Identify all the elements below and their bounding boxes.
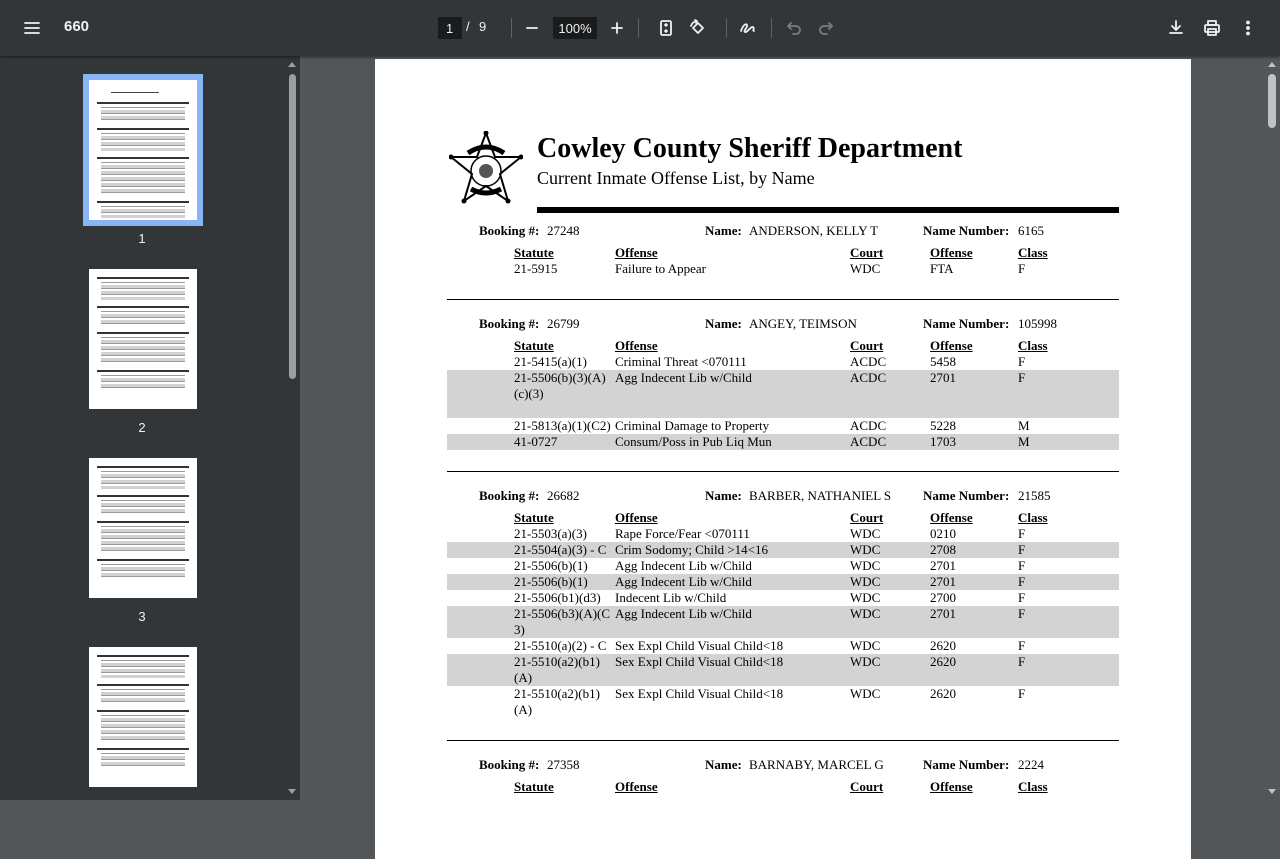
sidebar-scroll-down-icon[interactable] bbox=[288, 789, 296, 794]
thumb-text-line bbox=[101, 538, 185, 539]
class-cell: F bbox=[1018, 590, 1026, 605]
offense-row bbox=[447, 370, 1119, 418]
thumb-text-line bbox=[101, 206, 185, 207]
thumb-text-line bbox=[101, 113, 185, 114]
thumb-text-line bbox=[101, 721, 185, 722]
offense-cell: Failure to Appear bbox=[615, 261, 706, 276]
class-cell: F bbox=[1018, 558, 1026, 573]
court-cell: ACDC bbox=[850, 370, 887, 385]
statute-cell: 21-5506(b)(1) bbox=[514, 558, 588, 573]
thumb-text-line bbox=[101, 672, 185, 673]
thumb-text-line bbox=[101, 576, 185, 577]
thumb-text-line bbox=[101, 133, 185, 134]
thumb-text-line bbox=[101, 733, 185, 734]
offense-row bbox=[447, 418, 1119, 434]
thumb-header-line bbox=[111, 92, 159, 93]
col-header-statute: Statute bbox=[514, 779, 554, 794]
col-header-statute: Statute bbox=[514, 338, 554, 353]
booking-number: 26799 bbox=[547, 316, 580, 331]
court-cell: WDC bbox=[850, 606, 881, 621]
print-icon[interactable] bbox=[1196, 12, 1228, 44]
thumb-text-line bbox=[101, 506, 185, 507]
thumb-text-line bbox=[101, 361, 185, 362]
statute-cell: 21-5506(b3)(A)(C3) bbox=[514, 606, 611, 637]
class-cell: F bbox=[1018, 574, 1026, 589]
thumb-text-line bbox=[101, 180, 185, 181]
col-header-class: Class bbox=[1018, 779, 1048, 794]
inmate-name: ANDERSON, KELLY T bbox=[749, 223, 879, 238]
court-cell: WDC bbox=[850, 526, 881, 541]
col-header-statute: Statute bbox=[514, 510, 554, 525]
name-number-label: Name Number: bbox=[923, 757, 1010, 772]
statute-cell: 21-5503(a)(3) bbox=[514, 526, 587, 541]
offense-row bbox=[447, 542, 1119, 558]
thumbnail-label: 1 bbox=[138, 231, 146, 246]
thumb-text-line bbox=[101, 119, 185, 120]
court-cell: ACDC bbox=[850, 354, 887, 369]
annotate-icon[interactable] bbox=[732, 12, 764, 44]
record-separator bbox=[447, 471, 1119, 472]
offense-code-cell: 2620 bbox=[930, 686, 956, 701]
thumb-text-line bbox=[101, 701, 185, 702]
page-thumbnail-4[interactable] bbox=[89, 647, 197, 787]
col-header-offense: Offense bbox=[615, 510, 658, 525]
thumb-rule bbox=[97, 306, 189, 308]
court-cell: WDC bbox=[850, 686, 881, 701]
col-header-offense-code: Offense bbox=[930, 779, 973, 794]
thumb-text-line bbox=[101, 727, 185, 728]
offense-cell: Sex Expl Child Visual Child<18 bbox=[615, 654, 784, 669]
download-icon[interactable] bbox=[1160, 12, 1192, 44]
col-header-offense-code: Offense bbox=[930, 510, 973, 525]
more-icon[interactable] bbox=[1232, 12, 1264, 44]
thumb-rule bbox=[97, 559, 189, 561]
report-title: Cowley County Sheriff Department bbox=[537, 133, 963, 164]
statute-cell: 21-5915 bbox=[514, 261, 558, 276]
class-cell: F bbox=[1018, 686, 1026, 701]
name-number: 2224 bbox=[1018, 757, 1044, 772]
col-header-class: Class bbox=[1018, 245, 1048, 260]
court-cell: ACDC bbox=[850, 418, 887, 433]
col-header-offense-code: Offense bbox=[930, 245, 973, 260]
menu-icon[interactable] bbox=[16, 12, 48, 44]
thumb-rule bbox=[97, 157, 189, 159]
thumb-text-line bbox=[101, 192, 185, 193]
offense-cell: Indecent Lib w/Child bbox=[615, 590, 727, 605]
court-cell: WDC bbox=[850, 542, 881, 557]
statute-cell: 21-5504(a)(3) - C bbox=[514, 542, 607, 557]
name-number: 21585 bbox=[1018, 488, 1051, 503]
offense-row bbox=[447, 574, 1119, 590]
booking-label: Booking #: bbox=[479, 757, 540, 772]
thumb-text-line bbox=[101, 544, 185, 545]
court-cell: WDC bbox=[850, 574, 881, 589]
statute-cell: 21-5506(b)(1) bbox=[514, 574, 588, 589]
offense-row bbox=[447, 638, 1119, 654]
offense-row bbox=[447, 686, 1119, 718]
thumb-rule bbox=[97, 748, 189, 750]
page-total: 9 bbox=[479, 19, 487, 34]
offense-row bbox=[447, 261, 1119, 277]
statute-cell: 21-5510(a2)(b1)(A) bbox=[514, 654, 600, 685]
report-subtitle: Current Inmate Offense List, by Name bbox=[537, 168, 815, 188]
thumb-text-line bbox=[101, 148, 185, 151]
thumb-text-line bbox=[101, 381, 185, 382]
thumb-text-line bbox=[101, 526, 185, 527]
thumb-text-line bbox=[101, 512, 185, 513]
main-scrollbar-thumb[interactable] bbox=[1268, 74, 1276, 128]
thumb-text-line bbox=[101, 168, 185, 169]
name-label: Name: bbox=[705, 223, 742, 238]
offense-code-cell: 2701 bbox=[930, 558, 956, 573]
thumb-text-line bbox=[101, 212, 185, 213]
statute-cell: 41-0727 bbox=[514, 434, 558, 449]
thumb-text-line bbox=[101, 349, 185, 350]
toolbar-divider bbox=[511, 18, 512, 38]
thumb-text-line bbox=[101, 471, 185, 472]
offense-code-cell: 2701 bbox=[930, 370, 956, 385]
col-header-court: Court bbox=[850, 510, 884, 525]
rotate-icon[interactable] bbox=[682, 12, 714, 44]
header-rule bbox=[537, 207, 1119, 213]
thumb-text-line bbox=[101, 689, 185, 690]
class-cell: M bbox=[1018, 418, 1030, 433]
offense-row bbox=[447, 526, 1119, 542]
fit-page-icon[interactable] bbox=[650, 12, 682, 44]
thumb-text-line bbox=[101, 215, 185, 218]
offense-cell: Sex Expl Child Visual Child<18 bbox=[615, 638, 784, 653]
main-scroll-down-icon[interactable] bbox=[1268, 789, 1276, 794]
thumb-text-line bbox=[101, 343, 185, 344]
court-cell: WDC bbox=[850, 261, 881, 276]
booking-number: 26682 bbox=[547, 488, 580, 503]
thumb-rule bbox=[97, 102, 189, 104]
thumb-rule bbox=[97, 521, 189, 523]
inmate-record bbox=[447, 488, 1119, 717]
col-header-court: Court bbox=[850, 245, 884, 260]
thumb-text-line bbox=[101, 715, 185, 716]
toolbar-divider bbox=[726, 18, 727, 38]
class-cell: F bbox=[1018, 542, 1026, 557]
offense-cell: Crim Sodomy; Child >14<16 bbox=[615, 542, 768, 557]
offense-code-cell: 2620 bbox=[930, 638, 956, 653]
thumb-text-line bbox=[101, 759, 185, 760]
redo-icon[interactable] bbox=[810, 12, 842, 44]
thumb-text-line bbox=[101, 282, 185, 283]
thumb-rule bbox=[97, 128, 189, 130]
name-number-label: Name Number: bbox=[923, 223, 1010, 238]
class-cell: F bbox=[1018, 354, 1026, 369]
statute-cell: 21-5510(a2)(b1)(A) bbox=[514, 686, 600, 717]
thumb-text-line bbox=[101, 477, 185, 478]
offense-cell: Criminal Threat <070111 bbox=[615, 354, 747, 369]
thumb-text-line bbox=[101, 375, 185, 376]
sidebar-scrollbar-thumb[interactable] bbox=[289, 74, 296, 379]
court-cell: WDC bbox=[850, 590, 881, 605]
offense-code-cell: 0210 bbox=[930, 526, 956, 541]
inmate-name: BARNABY, MARCEL G bbox=[749, 757, 884, 772]
thumb-text-line bbox=[101, 387, 185, 388]
offense-cell: Agg Indecent Lib w/Child bbox=[615, 574, 752, 589]
offense-code-cell: 2700 bbox=[930, 590, 956, 605]
undo-icon[interactable] bbox=[778, 12, 810, 44]
statute-cell: 21-5415(a)(1) bbox=[514, 354, 587, 369]
thumb-text-line bbox=[101, 323, 185, 324]
name-label: Name: bbox=[705, 488, 742, 503]
thumb-text-line bbox=[101, 739, 185, 740]
thumb-rule bbox=[97, 684, 189, 686]
col-header-class: Class bbox=[1018, 510, 1048, 525]
thumbnail-label: 3 bbox=[138, 609, 146, 624]
pdf-toolbar bbox=[0, 0, 1280, 56]
zoom-in-icon[interactable] bbox=[601, 12, 633, 44]
thumb-text-line bbox=[101, 486, 185, 489]
thumb-text-line bbox=[101, 483, 185, 484]
inmate-name: BARBER, NATHANIEL S bbox=[749, 488, 892, 503]
main-scroll-up-icon[interactable] bbox=[1268, 62, 1276, 67]
page-thumbnail-3[interactable] bbox=[89, 458, 197, 598]
thumb-text-line bbox=[101, 337, 185, 338]
booking-label: Booking #: bbox=[479, 223, 540, 238]
offense-cell: Agg Indecent Lib w/Child bbox=[615, 370, 752, 385]
thumbnail-label: 2 bbox=[138, 420, 146, 435]
booking-number: 27248 bbox=[547, 223, 580, 238]
name-number-label: Name Number: bbox=[923, 488, 1010, 503]
statute-cell: 21-5813(a)(1)(C2) bbox=[514, 418, 611, 433]
thumb-text-line bbox=[101, 550, 185, 551]
court-cell: ACDC bbox=[850, 434, 887, 449]
thumb-text-line bbox=[101, 666, 185, 667]
offense-code-cell: 2620 bbox=[930, 654, 956, 669]
inmate-record bbox=[447, 757, 1119, 859]
offense-cell: Agg Indecent Lib w/Child bbox=[615, 606, 752, 621]
thumb-text-line bbox=[101, 186, 185, 187]
col-header-offense: Offense bbox=[615, 338, 658, 353]
thumb-text-line bbox=[101, 532, 185, 533]
thumb-rule bbox=[97, 710, 189, 712]
col-header-offense: Offense bbox=[615, 245, 658, 260]
class-cell: F bbox=[1018, 261, 1026, 276]
thumb-rule bbox=[97, 655, 189, 657]
col-header-court: Court bbox=[850, 338, 884, 353]
thumb-text-line bbox=[101, 107, 185, 108]
page-number-input[interactable]: 1 bbox=[438, 17, 462, 39]
thumb-text-line bbox=[101, 500, 185, 501]
page-thumbnail-2[interactable] bbox=[89, 269, 197, 409]
document-title: 660 bbox=[64, 18, 90, 35]
col-header-class: Class bbox=[1018, 338, 1048, 353]
thumbnail-sidebar bbox=[0, 56, 300, 800]
offense-code-cell: 5458 bbox=[930, 354, 956, 369]
statute-cell: 21-5506(b1)(d3) bbox=[514, 590, 601, 605]
thumb-rule bbox=[97, 466, 189, 468]
offense-code-cell: 5228 bbox=[930, 418, 956, 433]
name-label: Name: bbox=[705, 316, 742, 331]
page-separator: / bbox=[466, 19, 470, 34]
offense-cell: Sex Expl Child Visual Child<18 bbox=[615, 686, 784, 701]
thumb-rule bbox=[97, 332, 189, 334]
col-header-offense: Offense bbox=[615, 779, 658, 794]
thumb-rule bbox=[97, 201, 189, 203]
name-label: Name: bbox=[705, 757, 742, 772]
booking-label: Booking #: bbox=[479, 488, 540, 503]
offense-cell: Agg Indecent Lib w/Child bbox=[615, 558, 752, 573]
pdf-page bbox=[375, 59, 1191, 859]
offense-row bbox=[447, 654, 1119, 686]
thumb-text-line bbox=[101, 765, 185, 766]
thumb-text-line bbox=[101, 288, 185, 289]
thumb-text-line bbox=[101, 675, 185, 678]
thumb-text-line bbox=[101, 570, 185, 571]
booking-number: 27358 bbox=[547, 757, 580, 772]
record-separator bbox=[447, 740, 1119, 741]
offense-cell: Criminal Damage to Property bbox=[615, 418, 770, 433]
thumb-rule bbox=[97, 277, 189, 279]
court-cell: WDC bbox=[850, 638, 881, 653]
offense-code-cell: 2708 bbox=[930, 542, 956, 557]
booking-label: Booking #: bbox=[479, 316, 540, 331]
thumb-rule bbox=[97, 495, 189, 497]
thumb-text-line bbox=[101, 355, 185, 356]
sheriff-star-logo bbox=[449, 131, 523, 215]
page-thumbnail-1[interactable] bbox=[89, 80, 197, 220]
col-header-court: Court bbox=[850, 779, 884, 794]
class-cell: F bbox=[1018, 370, 1026, 385]
record-separator bbox=[447, 299, 1119, 300]
zoom-out-icon[interactable] bbox=[516, 12, 548, 44]
thumb-text-line bbox=[101, 564, 185, 565]
offense-code-cell: 2701 bbox=[930, 574, 956, 589]
thumb-text-line bbox=[101, 753, 185, 754]
thumb-text-line bbox=[101, 294, 185, 295]
offense-code-cell: 1703 bbox=[930, 434, 956, 449]
class-cell: F bbox=[1018, 526, 1026, 541]
offense-cell: Rape Force/Fear <070111 bbox=[615, 526, 750, 541]
offense-code-cell: 2701 bbox=[930, 606, 956, 621]
thumb-text-line bbox=[101, 311, 185, 312]
offense-row bbox=[447, 558, 1119, 574]
thumb-text-line bbox=[101, 660, 185, 661]
statute-cell: 21-5506(b)(3)(A)(c)(3) bbox=[514, 370, 606, 401]
class-cell: F bbox=[1018, 654, 1026, 669]
thumb-text-line bbox=[101, 162, 185, 163]
thumb-text-line bbox=[101, 145, 185, 146]
name-number-label: Name Number: bbox=[923, 316, 1010, 331]
col-header-offense-code: Offense bbox=[930, 338, 973, 353]
court-cell: WDC bbox=[850, 558, 881, 573]
class-cell: F bbox=[1018, 638, 1026, 653]
class-cell: M bbox=[1018, 434, 1030, 449]
offense-row bbox=[447, 354, 1119, 370]
court-cell: WDC bbox=[850, 654, 881, 669]
sidebar-scroll-up-icon[interactable] bbox=[288, 62, 296, 67]
name-number: 6165 bbox=[1018, 223, 1044, 238]
thumb-text-line bbox=[101, 297, 185, 300]
thumb-text-line bbox=[101, 174, 185, 175]
toolbar-divider bbox=[638, 18, 639, 38]
offense-cell: Consum/Poss in Pub Liq Mun bbox=[615, 434, 772, 449]
class-cell: F bbox=[1018, 606, 1026, 621]
statute-cell: 21-5510(a)(2) - C bbox=[514, 638, 607, 653]
thumb-text-line bbox=[101, 317, 185, 318]
inmate-name: ANGEY, TEIMSON bbox=[749, 316, 857, 331]
thumb-text-line bbox=[101, 139, 185, 140]
name-number: 105998 bbox=[1018, 316, 1057, 331]
thumb-text-line bbox=[101, 695, 185, 696]
offense-code-cell: FTA bbox=[930, 261, 954, 276]
col-header-statute: Statute bbox=[514, 245, 554, 260]
thumb-rule bbox=[97, 370, 189, 372]
offense-row bbox=[447, 590, 1119, 606]
zoom-level-input[interactable]: 100% bbox=[553, 17, 597, 39]
offense-row bbox=[447, 434, 1119, 450]
offense-row bbox=[447, 606, 1119, 638]
toolbar-divider bbox=[771, 18, 772, 38]
